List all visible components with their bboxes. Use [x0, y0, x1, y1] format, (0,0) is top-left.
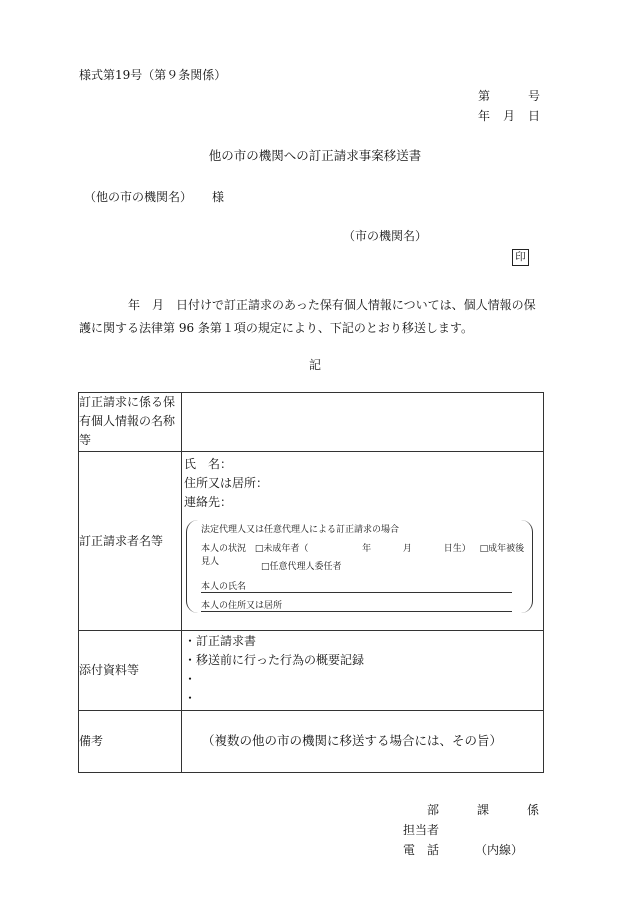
sender-name: （市の機関名） — [343, 229, 428, 243]
requester-name-field[interactable]: 氏 名： — [184, 457, 233, 471]
month-label: 月 — [502, 109, 515, 123]
status-label: 本人の状況 — [201, 544, 247, 554]
minor-checkbox[interactable]: □未成年者（ — [254, 544, 309, 554]
tel-label: 電 話 — [403, 843, 440, 857]
addressee-honorific: 様 — [212, 190, 225, 204]
attachment-list — [182, 631, 543, 708]
birth-month-label: 月 — [402, 544, 412, 554]
dept-label: 部 — [427, 803, 440, 817]
attachment-item[interactable]: ・ — [184, 691, 197, 705]
extension-label: （内線） — [475, 843, 524, 857]
value-attachments — [182, 631, 544, 711]
person-address-line[interactable]: 本人の住所又は居所 — [201, 598, 512, 612]
birth-year-label: 年 — [362, 544, 372, 554]
birth-day-label: 日生） — [443, 544, 471, 554]
label-attachments: 添付資料等 — [79, 631, 182, 711]
attachment-item: ・移送前に行った行為の概要記録 — [184, 653, 365, 667]
body-paragraph — [79, 294, 543, 340]
footer-telephone — [403, 841, 523, 858]
document-number-row — [478, 86, 540, 106]
value-remarks[interactable] — [182, 711, 544, 773]
date-block — [478, 86, 540, 126]
footer-department — [427, 801, 539, 818]
label-personal-information: 訂正請求に係る保有個人情報の名称等 — [79, 393, 182, 452]
label-requester: 訂正請求者名等 — [79, 452, 182, 631]
form-number: 様式第19号（第９条関係） — [79, 68, 227, 82]
date-row — [478, 106, 540, 126]
adult-ward-checkbox[interactable]: □成年被後見人 — [201, 544, 525, 567]
value-requester — [182, 452, 544, 631]
proxy-request-box — [186, 520, 533, 613]
label-remarks: 備考 — [79, 711, 182, 773]
transfer-details-table — [78, 392, 544, 773]
proxy-status-row — [201, 541, 532, 567]
number-label: 第 — [478, 89, 491, 103]
remarks-note: （複数の他の市の機関に移送する場合には、その旨） — [202, 733, 503, 748]
attachment-item[interactable]: ・ — [184, 672, 197, 686]
year-label: 年 — [478, 109, 491, 123]
table-row-attachments — [79, 631, 544, 711]
table-row-remarks — [79, 711, 544, 773]
document-title: 他の市の機関への訂正請求事案移送書 — [208, 148, 422, 163]
addressee-name: （他の市の機関名） — [84, 190, 193, 204]
attachment-item: ・訂正請求書 — [184, 634, 257, 648]
table-row-requester — [79, 452, 544, 631]
table-row-information — [79, 393, 544, 452]
requester-address-field[interactable]: 住所又は居所： — [184, 476, 269, 490]
day-label: 日 — [527, 109, 540, 123]
value-personal-information[interactable] — [182, 393, 544, 452]
ki-heading: 記 — [308, 358, 321, 372]
requester-fields — [182, 452, 543, 512]
unit-label: 係 — [526, 803, 539, 817]
addressee — [84, 188, 224, 205]
number-suffix: 号 — [527, 89, 540, 103]
agent-checkbox[interactable]: □任意代理人委任者 — [261, 562, 342, 572]
person-name-line[interactable]: 本人の氏名 — [201, 579, 512, 593]
section-label: 課 — [476, 803, 489, 817]
body-text: 年 月 日付けで訂正請求のあった保有個人情報については、個人情報の保護に関する法律第 96 条第１項の規定により、下記のとおり移送します。 — [79, 298, 536, 335]
proxy-title: 法定代理人又は任意代理人による訂正請求の場合 — [201, 525, 400, 535]
requester-contact-field[interactable]: 連絡先： — [184, 495, 233, 509]
seal-mark: 印 — [512, 249, 529, 266]
footer-staff: 担当者 — [403, 823, 440, 837]
